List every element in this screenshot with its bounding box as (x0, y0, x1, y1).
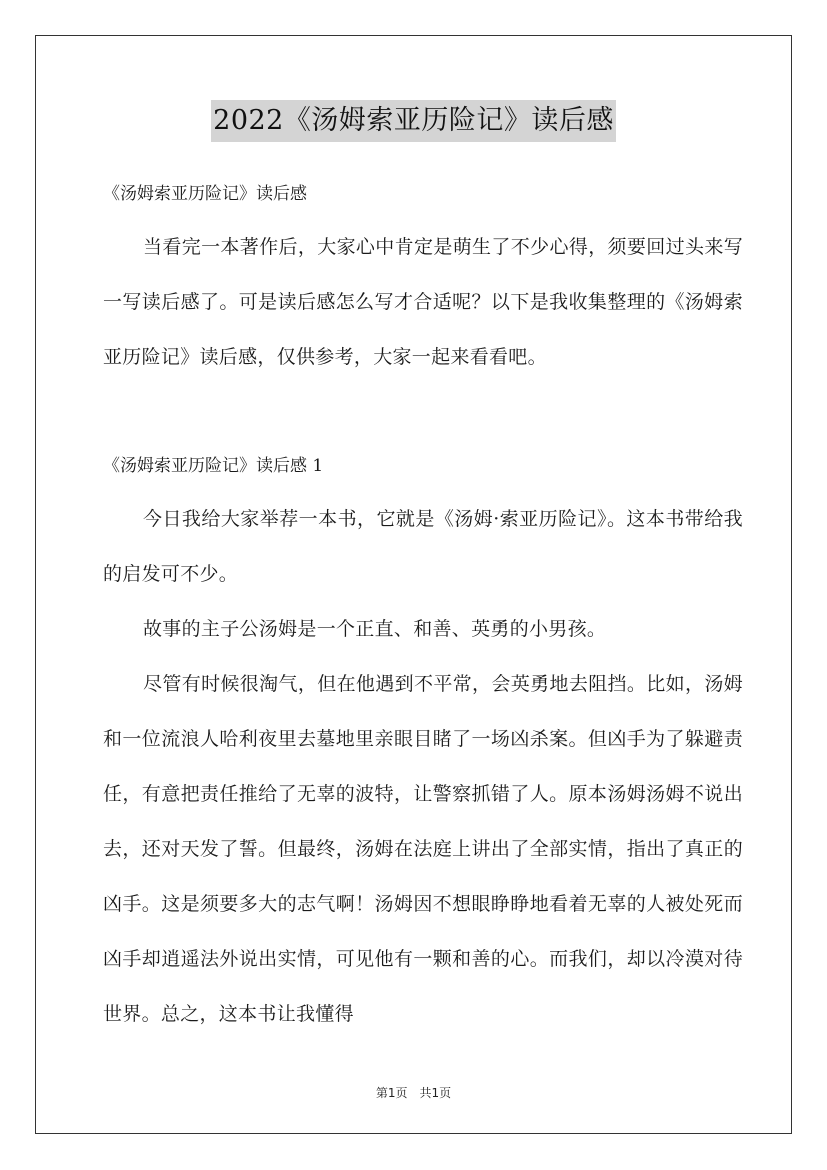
document-title: 2022《汤姆索亚历险记》读后感 (211, 100, 616, 142)
body-paragraph-2: 故事的主子公汤姆是一个正直、和善、英勇的小男孩。 (143, 618, 607, 640)
title-container (0, 100, 827, 142)
section-title: 《汤姆索亚历险记》读后感 1 (103, 456, 324, 476)
body-paragraph-1: 今日我给大家举荐一本书，它就是《汤姆·索亚历险记》。这本书带给我的启发可不少。 (103, 508, 743, 585)
page-footer: 第1页 共1页 (375, 1086, 452, 1100)
document-subtitle: 《汤姆索亚历险记》读后感 (103, 184, 307, 204)
intro-paragraph: 当看完一本著作后，大家心中肯定是萌生了不少心得，须要回过头来写一写读后感了。可是读后感怎么写才合适呢？以下是我收集整理的《汤姆索亚历险记》读后感，仅供参考，大家一起来看看吧。 (103, 236, 743, 368)
body-paragraph-3: 尽管有时候很淘气，但在他遇到不平常，会英勇地去阻挡。比如，汤姆和一位流浪人哈利夜里去墓地里亲眼目睹了一场凶杀案。但凶手为了躲避责任，有意把责任推给了无辜的波特，让警察抓错了人。原本汤姆汤姆不说出去，还对天发了誓。但最终，汤姆在法庭上讲出了全部实情，指出了真正的凶手。这是须要多大的志气啊！汤姆因不想眼睁睁地看着无辜的人被处死而凶手却逍遥法外说出实情，可见他有一颗和善的心。而我们，却以冷漠对待世界。总之，这本书让我懂得 (103, 673, 743, 1025)
